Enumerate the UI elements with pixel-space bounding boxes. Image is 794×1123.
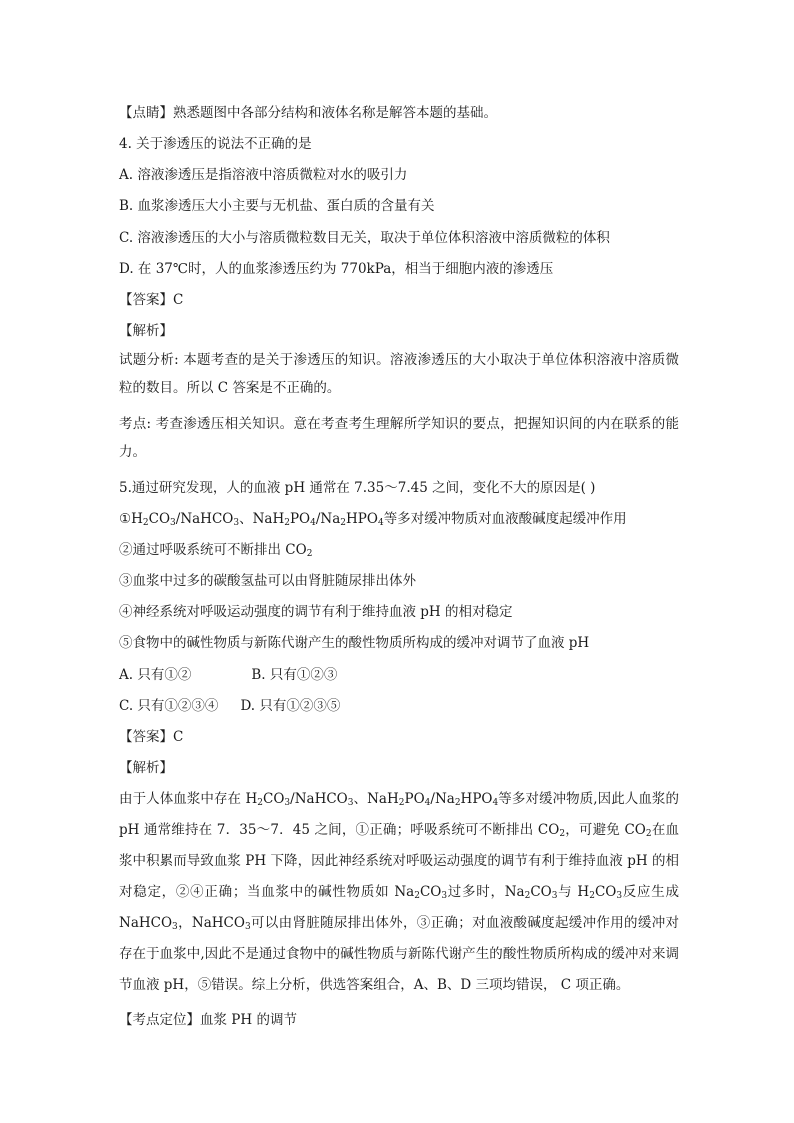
q4-kaodian: 考点: 考查渗透压相关知识。意在考查考生理解所学知识的要点，把握知识间的内在联系的能力。 — [119, 416, 679, 460]
q5-item-2: ②通过呼吸系统可不断排出 $CO_2$ — [119, 542, 313, 559]
q5-option-b: B. 只有①②③ — [251, 667, 338, 683]
q5-item-5: ⑤食物中的碱性物质与新陈代谢产生的酸性物质所构成的缓冲对调节了血液 pH — [119, 635, 590, 651]
q4-option-a: A. 溶液渗透压是指溶液中溶质微粒对水的吸引力 — [119, 167, 408, 183]
q4-option-d: D. 在 37℃时，人的血浆渗透压约为 770kPa，相当于细胞内液的渗透压 — [119, 261, 554, 277]
q4-option-c: C. 溶液渗透压的大小与溶质微粒数目无关，取决于单位体积溶液中溶质微粒的体积 — [119, 230, 610, 246]
q5-answer: 【答案】C — [119, 729, 184, 745]
q5-option-c: C. 只有①②③④ — [119, 698, 219, 714]
q5-analysis-text: 由于人体血浆中存在 $H_2CO_3/NaHCO_3$、$NaH_2PO_4/Na_2HPO_4$等多对缓冲物质,因此人血浆的 pH 通常维持在 7．35～7．45 之间，①正确；呼吸系统可不断排出 $CO_2$，可避免 $CO_2$在血浆中积累而导致血浆 PH 下降，因此神经系统对呼吸运动强度的调节有利于维持血液 pH 的相对稳定，②④正确；当血浆中的碱性物质如 $Na_2CO_3$过多时，$Na_2CO_3$与 $H_2CO_3$反应生成 NaHCO$_3$，NaHCO$_3$可以由肾脏随尿排出体外，③正确；对血液酸碱度起缓冲作用的缓冲对存在于血浆中,因此不是通过食物中的碱性物质与新陈代谢产生的酸性物质所构成的缓冲对来调节血液 pH，⑤错误。综上分析，供选答案组合，A、B、D 三项均错误， C 项正确。 — [119, 791, 680, 993]
q5-item-1: $①H_2CO_3/NaHCO_3$、$NaH_2PO_4/Na_2HPO_4$等多对缓冲物质对血液酸碱度起缓冲作用 — [119, 511, 627, 528]
q5-stem: 5.通过研究发现，人的血液 pH 通常在 7.35～7.45 之间，变化不大的原因是( ) — [119, 480, 596, 496]
q5-kaodian: 【考点定位】血浆 PH 的调节 — [119, 1012, 297, 1028]
q5-options-row-1 — [119, 666, 337, 684]
q5-item-3: ③血浆中过多的碳酸氢盐可以由肾脏随尿排出体外 — [119, 573, 416, 589]
q4-option-b: B. 血浆渗透压大小主要与无机盐、蛋白质的含量有关 — [119, 198, 435, 214]
q5-option-d: D. 只有①②③⑤ — [240, 698, 341, 714]
q5-option-a: A. 只有①② — [119, 667, 192, 683]
q4-stem: 4. 关于渗透压的说法不正确的是 — [119, 136, 312, 152]
q4-analysis-text: 试题分析: 本题考查的是关于渗透压的知识。溶液渗透压的大小取决于单位体积溶液中溶质微粒的数目。所以 C 答案是不正确的。 — [119, 352, 679, 396]
prev-tip: 【点睛】熟悉题图中各部分结构和液体名称是解答本题的基础。 — [119, 105, 497, 121]
q5-options-row-2 — [119, 697, 340, 715]
q5-analysis-heading: 【解析】 — [119, 760, 173, 776]
q5-item-4: ④神经系统对呼吸运动强度的调节有利于维持血液 pH 的相对稳定 — [119, 604, 513, 620]
q4-answer: 【答案】C — [119, 292, 184, 308]
q4-analysis-heading: 【解析】 — [119, 323, 173, 339]
